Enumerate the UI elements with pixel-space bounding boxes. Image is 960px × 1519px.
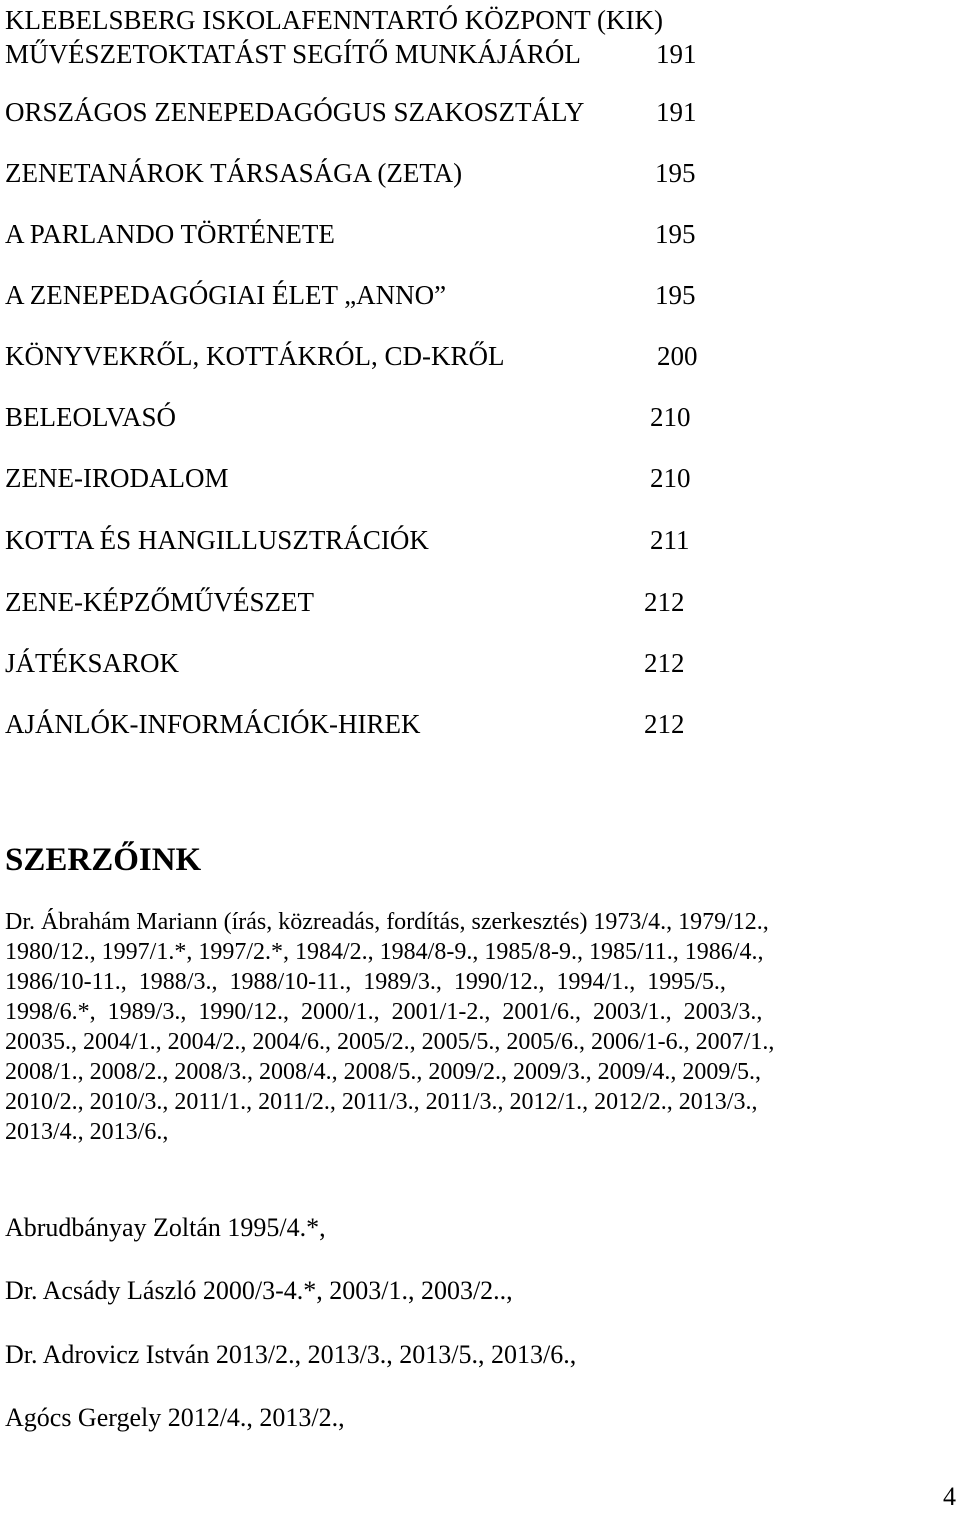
author-entry-line: 1998/6.*, 1989/3., 1990/12., 2000/1., 2001/1-2., 2001/6., 2003/1., 2003/3., <box>5 999 763 1025</box>
toc-entry-page: 195 <box>655 280 696 310</box>
toc-entry-title: AJÁNLÓK-INFORMÁCIÓK-HIREK <box>5 709 421 739</box>
toc-entry <box>5 339 705 373</box>
toc-entry <box>5 95 705 129</box>
toc-entry-title: KÖNYVEKRŐL, KOTTÁKRÓL, CD-KRŐL <box>5 341 505 371</box>
toc-entry-page: 200 <box>657 341 698 371</box>
toc-entry-title: A ZENEPEDAGÓGIAI ÉLET „ANNO” <box>5 280 447 310</box>
toc-entry <box>5 400 705 434</box>
toc-entry-page: 191 <box>656 97 697 127</box>
toc-entry-title: ZENE-KÉPZŐMŰVÉSZET <box>5 587 314 617</box>
page-number: 4 <box>943 1482 956 1511</box>
toc-entry-title: JÁTÉKSAROK <box>5 648 180 678</box>
toc-entry-page: 191 <box>656 39 697 69</box>
toc-entry-title: KOTTA ÉS HANGILLUSZTRÁCIÓK <box>5 525 429 555</box>
toc-entry <box>5 707 705 741</box>
author-entry: Abrudbányay Zoltán 1995/4.*, <box>5 1213 326 1242</box>
author-entry-line: 1986/10-11., 1988/3., 1988/10-11., 1989/3., 1990/12., 1994/1., 1995/5., <box>5 969 726 995</box>
section-heading-authors: SZERZŐINK <box>5 842 202 878</box>
toc-entry-page: 212 <box>644 648 685 678</box>
author-entry: Dr. Acsády László 2000/3-4.*, 2003/1., 2003/2.., <box>5 1276 513 1305</box>
toc-entry-page: 211 <box>650 525 690 555</box>
author-entry-line: 2010/2., 2010/3., 2011/1., 2011/2., 2011/3., 2011/3., 2012/1., 2012/2., 2013/3., <box>5 1089 758 1115</box>
toc-entry-page: 212 <box>644 709 685 739</box>
toc-entry-first <box>5 3 705 71</box>
toc-entry <box>5 646 705 680</box>
toc-entry-title-line2: MŰVÉSZETOKTATÁST SEGÍTŐ MUNKÁJÁRÓL <box>5 39 581 69</box>
author-entry: Agócs Gergely 2012/4., 2013/2., <box>5 1403 345 1432</box>
toc-entry <box>5 523 705 557</box>
toc-entry <box>5 585 705 619</box>
toc-entry <box>5 461 705 495</box>
author-entry-line: 1980/12., 1997/1.*, 1997/2.*, 1984/2., 1984/8-9., 1985/8-9., 1985/11., 1986/4., <box>5 939 764 965</box>
toc-entry-title: ZENE-IRODALOM <box>5 463 229 493</box>
author-entry-abraham <box>5 907 960 1147</box>
author-entry-line: 20035., 2004/1., 2004/2., 2004/6., 2005/2., 2005/5., 2005/6., 2006/1-6., 2007/1., <box>5 1029 775 1055</box>
toc-entry <box>5 156 705 190</box>
toc-entry <box>5 217 705 251</box>
author-entry-line: Dr. Ábrahám Mariann (írás, közreadás, fordítás, szerkesztés) 1973/4., 1979/12., <box>5 909 769 935</box>
author-entry-line: 2013/4., 2013/6., <box>5 1119 169 1145</box>
toc-entry-title: ORSZÁGOS ZENEPEDAGÓGUS SZAKOSZTÁLY <box>5 97 585 127</box>
toc-entry-title: BELEOLVASÓ <box>5 402 177 432</box>
toc-entry <box>5 278 705 312</box>
author-entry-line: 2008/1., 2008/2., 2008/3., 2008/4., 2008/5., 2009/2., 2009/3., 2009/4., 2009/5., <box>5 1059 762 1085</box>
toc-entry-page: 210 <box>650 402 691 432</box>
toc-entry-page: 212 <box>644 587 685 617</box>
toc-entry-title: ZENETANÁROK TÁRSASÁGA (ZETA) <box>5 158 463 188</box>
toc-entry-title: A PARLANDO TÖRTÉNETE <box>5 219 335 249</box>
toc-entry-page: 195 <box>655 219 696 249</box>
toc-entry-page: 195 <box>655 158 696 188</box>
author-entry: Dr. Adrovicz István 2013/2., 2013/3., 2013/5., 2013/6., <box>5 1340 577 1369</box>
toc-entry-title-line1: KLEBELSBERG ISKOLAFENNTARTÓ KÖZPONT (KIK) <box>5 5 663 35</box>
toc-entry-page: 210 <box>650 463 691 493</box>
